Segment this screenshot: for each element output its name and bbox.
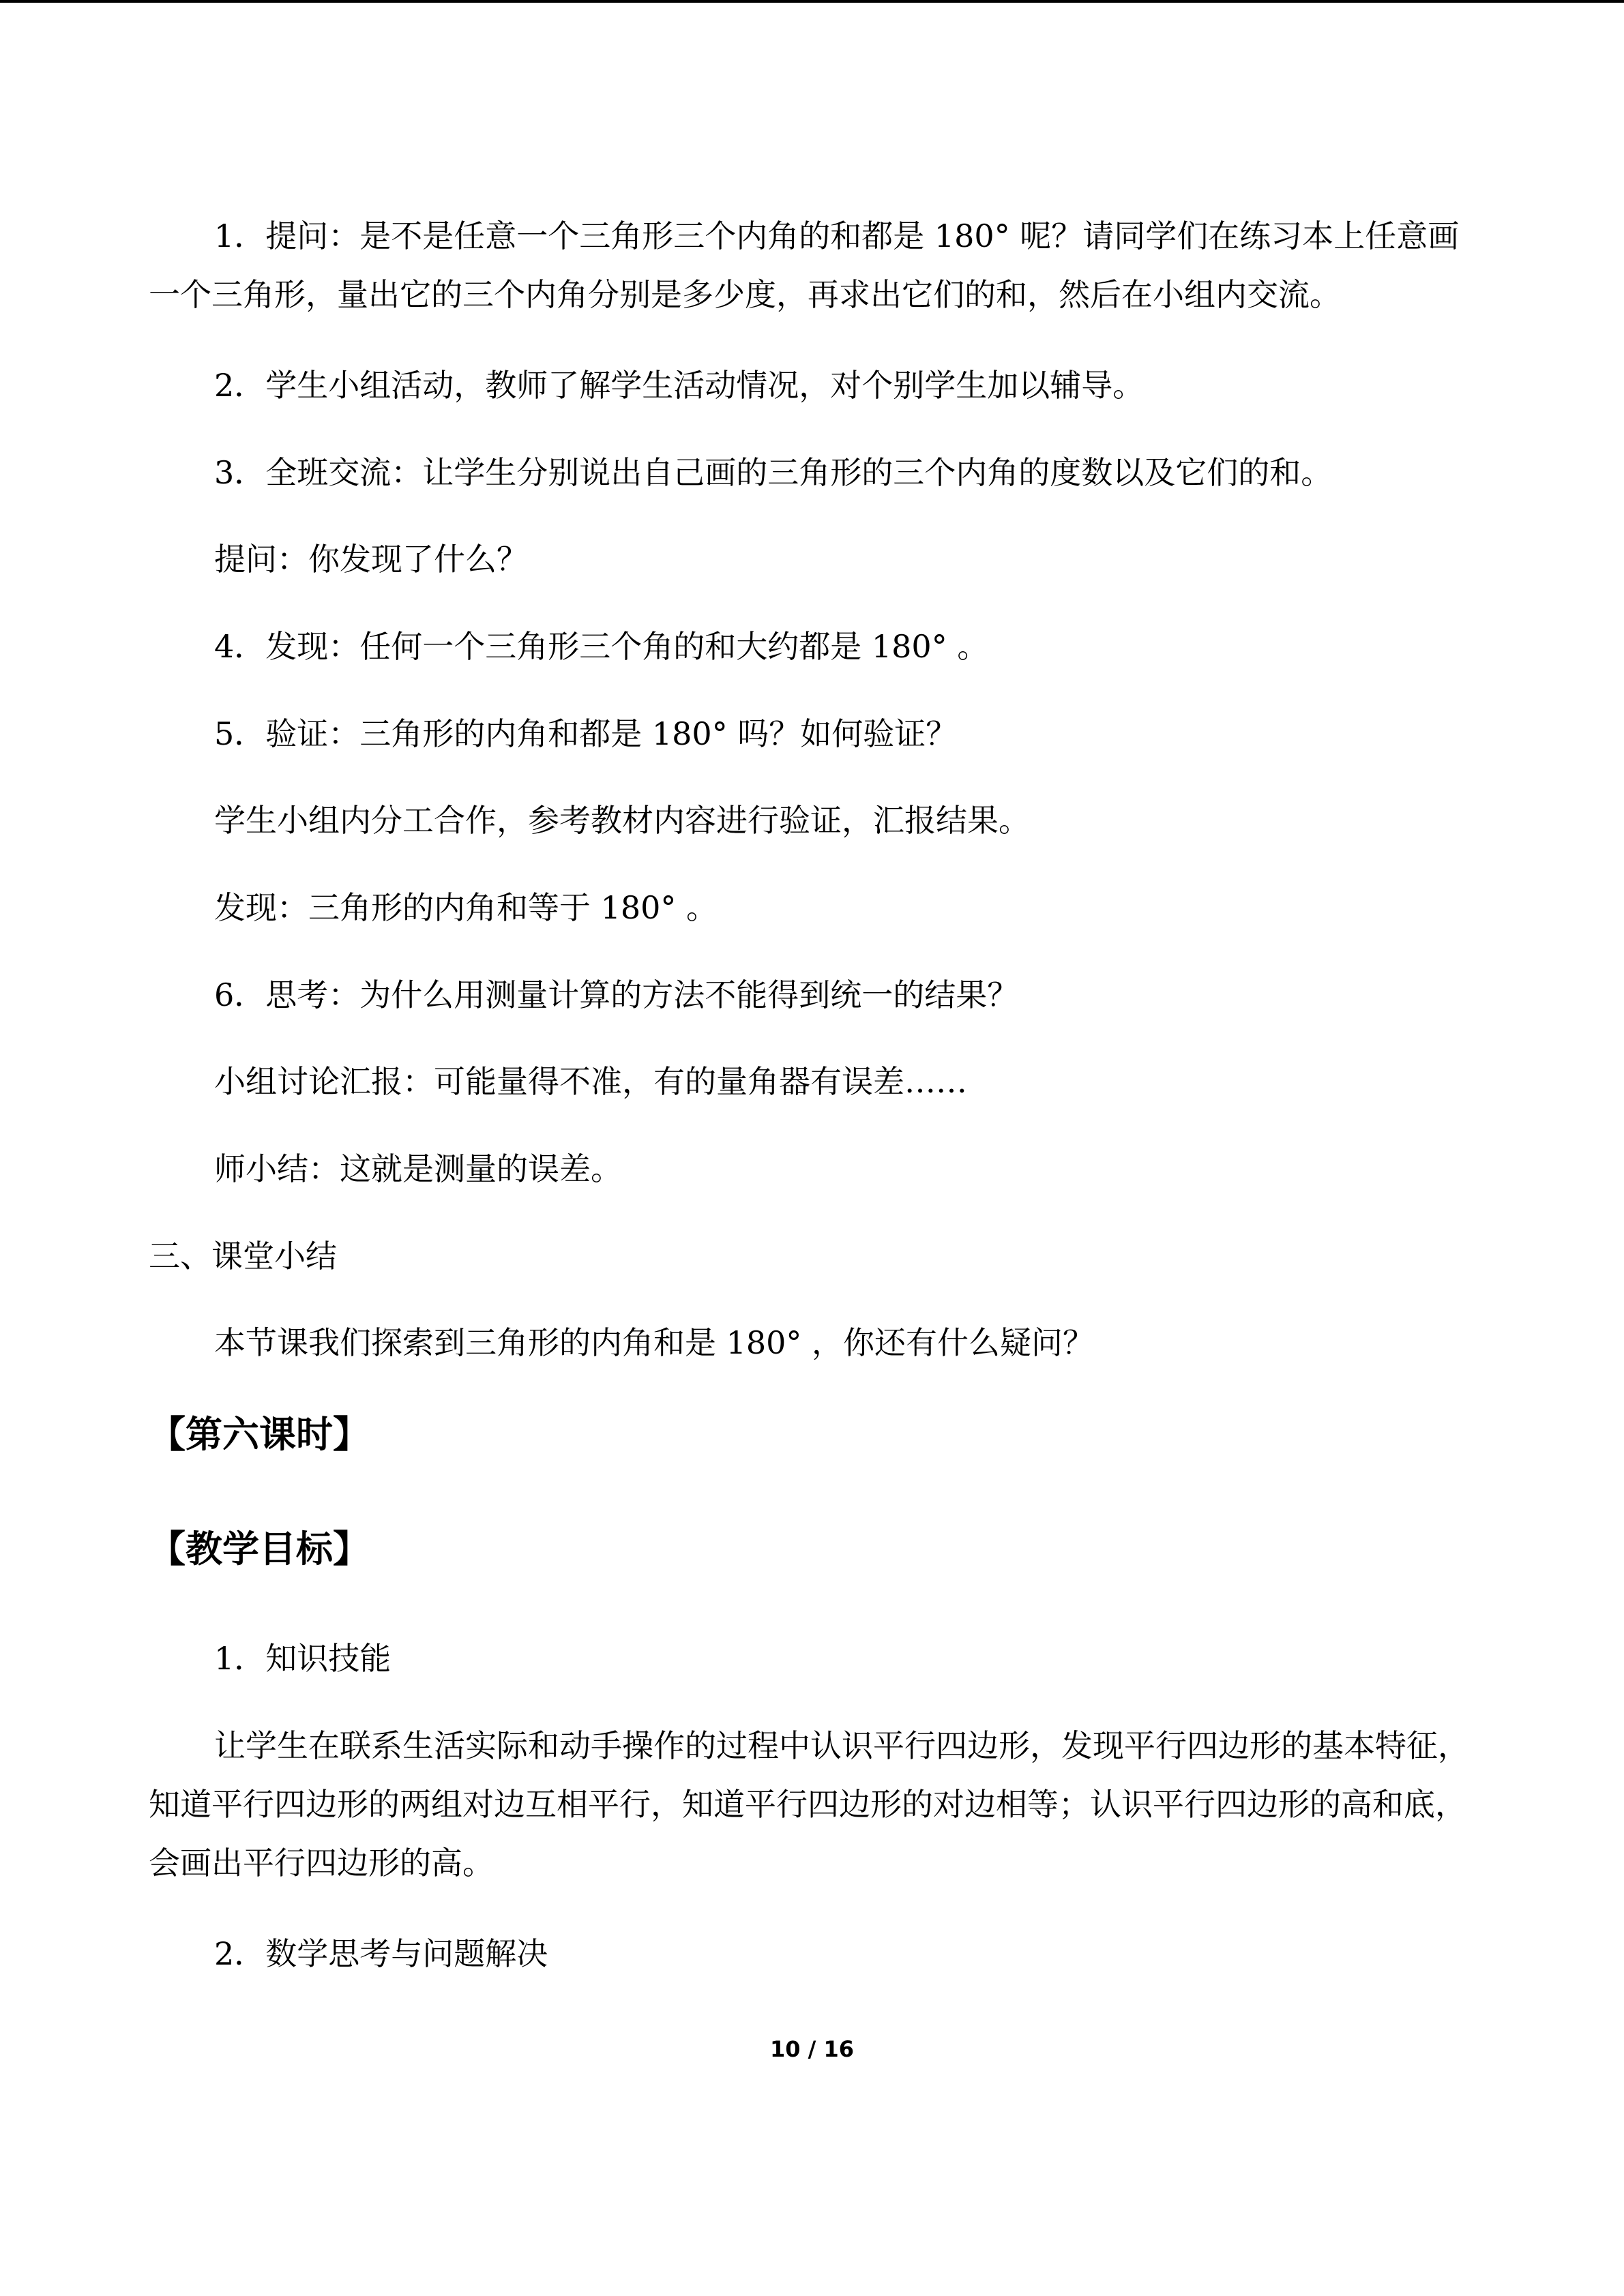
lesson-six-heading: 【第六课时】 [149, 1413, 370, 1456]
paragraph-lesson-summary: 本节课我们探索到三角形的内角和是 180° ，你还有什么疑问？ [214, 1324, 1095, 1361]
page-number: 10 / 16 [769, 2036, 855, 2062]
paragraph-group-work: 学生小组内分工合作，参考教材内容进行验证，汇报结果。 [214, 802, 1030, 839]
paragraph-discovery: 4．发现：任何一个三角形三个角的和大约都是 180° 。 [214, 628, 989, 665]
objective-knowledge-skills: 1．知识技能 [214, 1640, 392, 1677]
paragraph-teacher-summary: 师小结：这就是测量的误差。 [214, 1150, 622, 1187]
top-border-line [0, 0, 1624, 3]
paragraph-verify: 5．验证：三角形的内角和都是 180° 吗？如何验证？ [214, 715, 958, 752]
paragraph-knowledge-detail: 让学生在联系生活实际和动手操作的过程中认识平行四边形，发现平行四边形的基本特征，知道平行四边形的两组对边互相平行，知道平行四边形的对边相等；认识平行四边形的高和底，会画出平行四边形的高。 [149, 1727, 1469, 1881]
teaching-objectives-heading: 【教学目标】 [149, 1527, 370, 1570]
paragraph-group-activity: 2．学生小组活动，教师了解学生活动情况，对个别学生加以辅导。 [214, 367, 1145, 404]
objective-math-thinking: 2．数学思考与问题解决 [214, 1935, 548, 1972]
paragraph-group-report: 小组讨论汇报：可能量得不准，有的量角器有误差…… [214, 1063, 967, 1100]
paragraph-finding: 发现：三角形的内角和等于 180° 。 [214, 889, 718, 926]
section-heading-class-summary: 三、课堂小结 [149, 1238, 337, 1274]
paragraph-think: 6．思考：为什么用测量计算的方法不能得到统一的结果？ [214, 976, 1019, 1013]
paragraph-question-sum: 1．提问：是不是任意一个三角形三个内角的和都是 180° 呢？请同学们在练习本上任意画一个三角形，量出它的三个内角分别是多少度，再求出它们的和，然后在小组内交流。 [149, 218, 1460, 313]
paragraph-class-exchange: 3．全班交流：让学生分别说出自己画的三角形的三个内角的度数以及它们的和。 [214, 454, 1333, 491]
paragraph-question-discover: 提问：你发现了什么？ [214, 541, 528, 578]
